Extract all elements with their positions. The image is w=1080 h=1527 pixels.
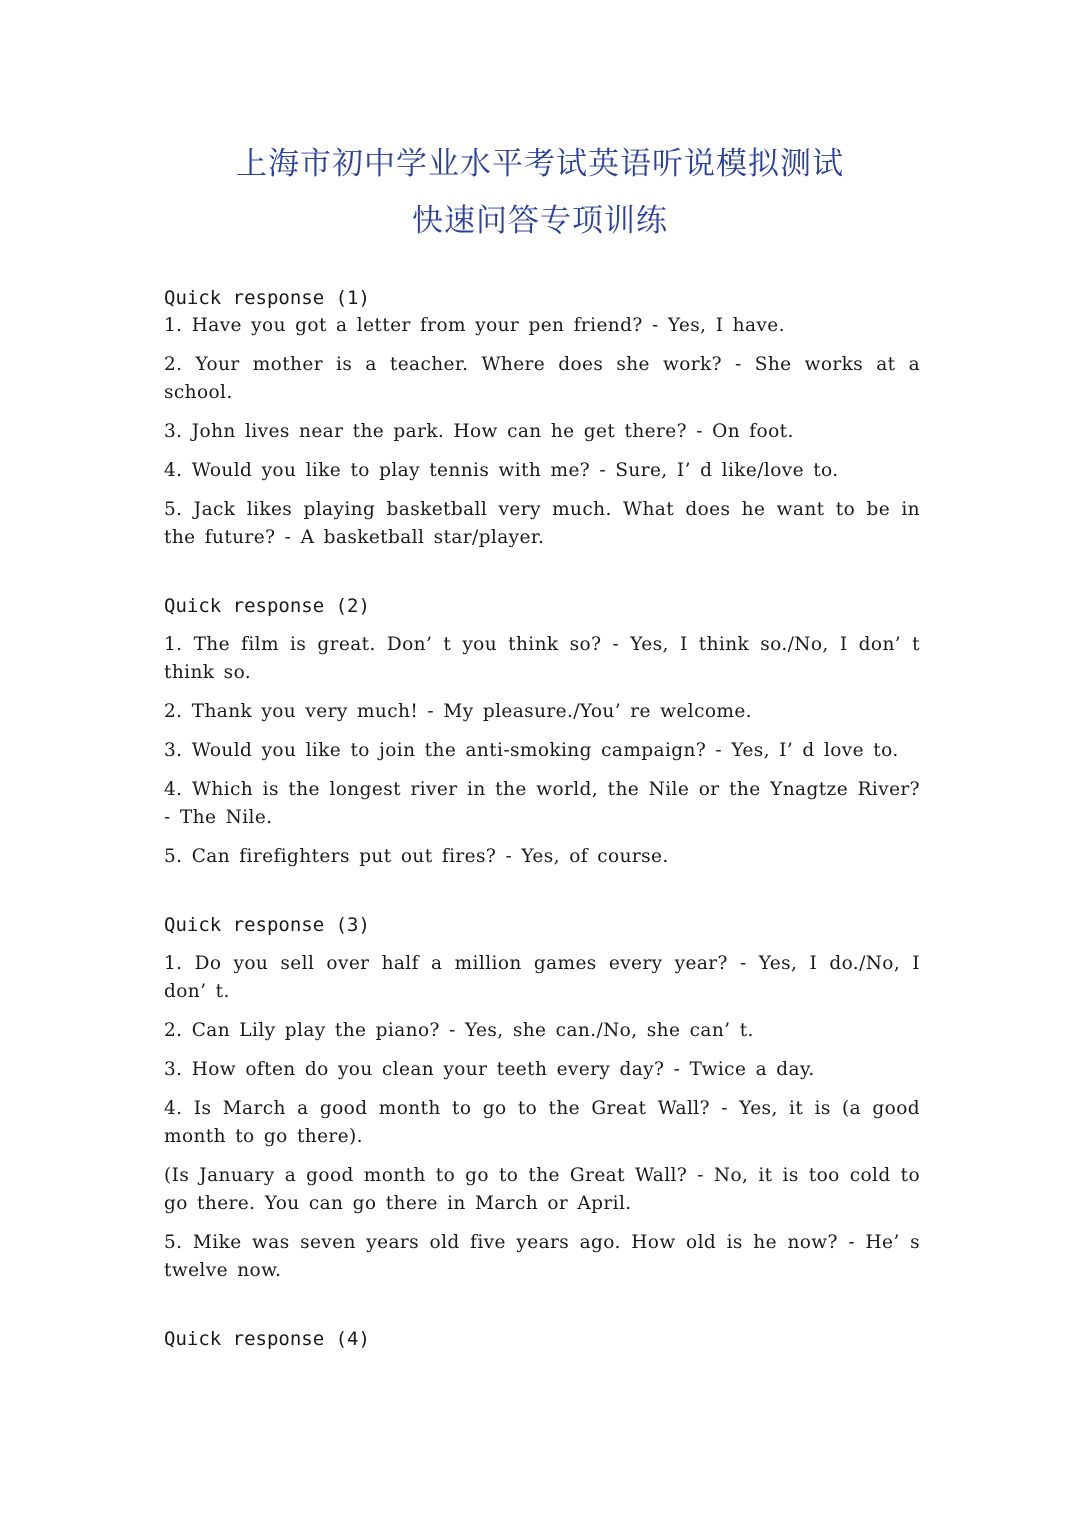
section-heading: Quick response (3) [164, 914, 370, 936]
question-item: 4. Is March a good month to go to the Great Wall? - Yes, it is (a good month to go there). [164, 1098, 920, 1147]
question-item: 5. Mike was seven years old five years ago. How old is he now? - He’ s twelve now. [164, 1232, 920, 1281]
document-body [164, 284, 920, 1393]
title-line-1: 上海市初中学业水平考试英语听说模拟测试 [236, 146, 844, 182]
section-quick-response-2 [164, 592, 920, 871]
question-item: 1. Do you sell over half a million games every year? - Yes, I do./No, I don’ t. [164, 953, 920, 1002]
document-title [0, 136, 1080, 250]
question-item: 3. How often do you clean your teeth every day? - Twice a day. [164, 1059, 815, 1080]
section-quick-response-4 [164, 1325, 920, 1353]
question-item: 2. Thank you very much! - My pleasure./You’ re welcome. [164, 701, 752, 722]
question-item: 2. Your mother is a teacher. Where does she work? - She works at a school. [164, 354, 920, 403]
question-item: 1. The film is great. Don’ t you think so? - Yes, I think so./No, I don’ t think so. [164, 634, 920, 683]
question-item: 1. Have you got a letter from your pen friend? - Yes, I have. [164, 315, 785, 336]
question-item: 3. Would you like to join the anti-smoking campaign? - Yes, I’ d love to. [164, 740, 899, 761]
question-item: 2. Can Lily play the piano? - Yes, she can./No, she can’ t. [164, 1020, 754, 1041]
question-item: 4. Which is the longest river in the world, the Nile or the Ynagtze River? - The Nile. [164, 779, 920, 828]
section-heading: Quick response (2) [164, 595, 370, 617]
section-quick-response-1 [164, 284, 920, 552]
question-item: 3. John lives near the park. How can he get there? - On foot. [164, 421, 794, 442]
section-quick-response-3 [164, 911, 920, 1285]
question-item: 5. Jack likes playing basketball very much. What does he want to be in the future? - A basketball star/player. [164, 499, 920, 548]
section-heading: Quick response (1) [164, 287, 370, 309]
question-item: (Is January a good month to go to the Great Wall? - No, it is too cold to go there. You can go there in March or April. [164, 1165, 920, 1214]
title-line-2: 快速问答专项训练 [412, 203, 668, 239]
section-heading: Quick response (4) [164, 1328, 370, 1350]
question-item: 4. Would you like to play tennis with me? - Sure, I’ d like/love to. [164, 460, 839, 481]
question-item: 5. Can firefighters put out fires? - Yes, of course. [164, 846, 669, 867]
